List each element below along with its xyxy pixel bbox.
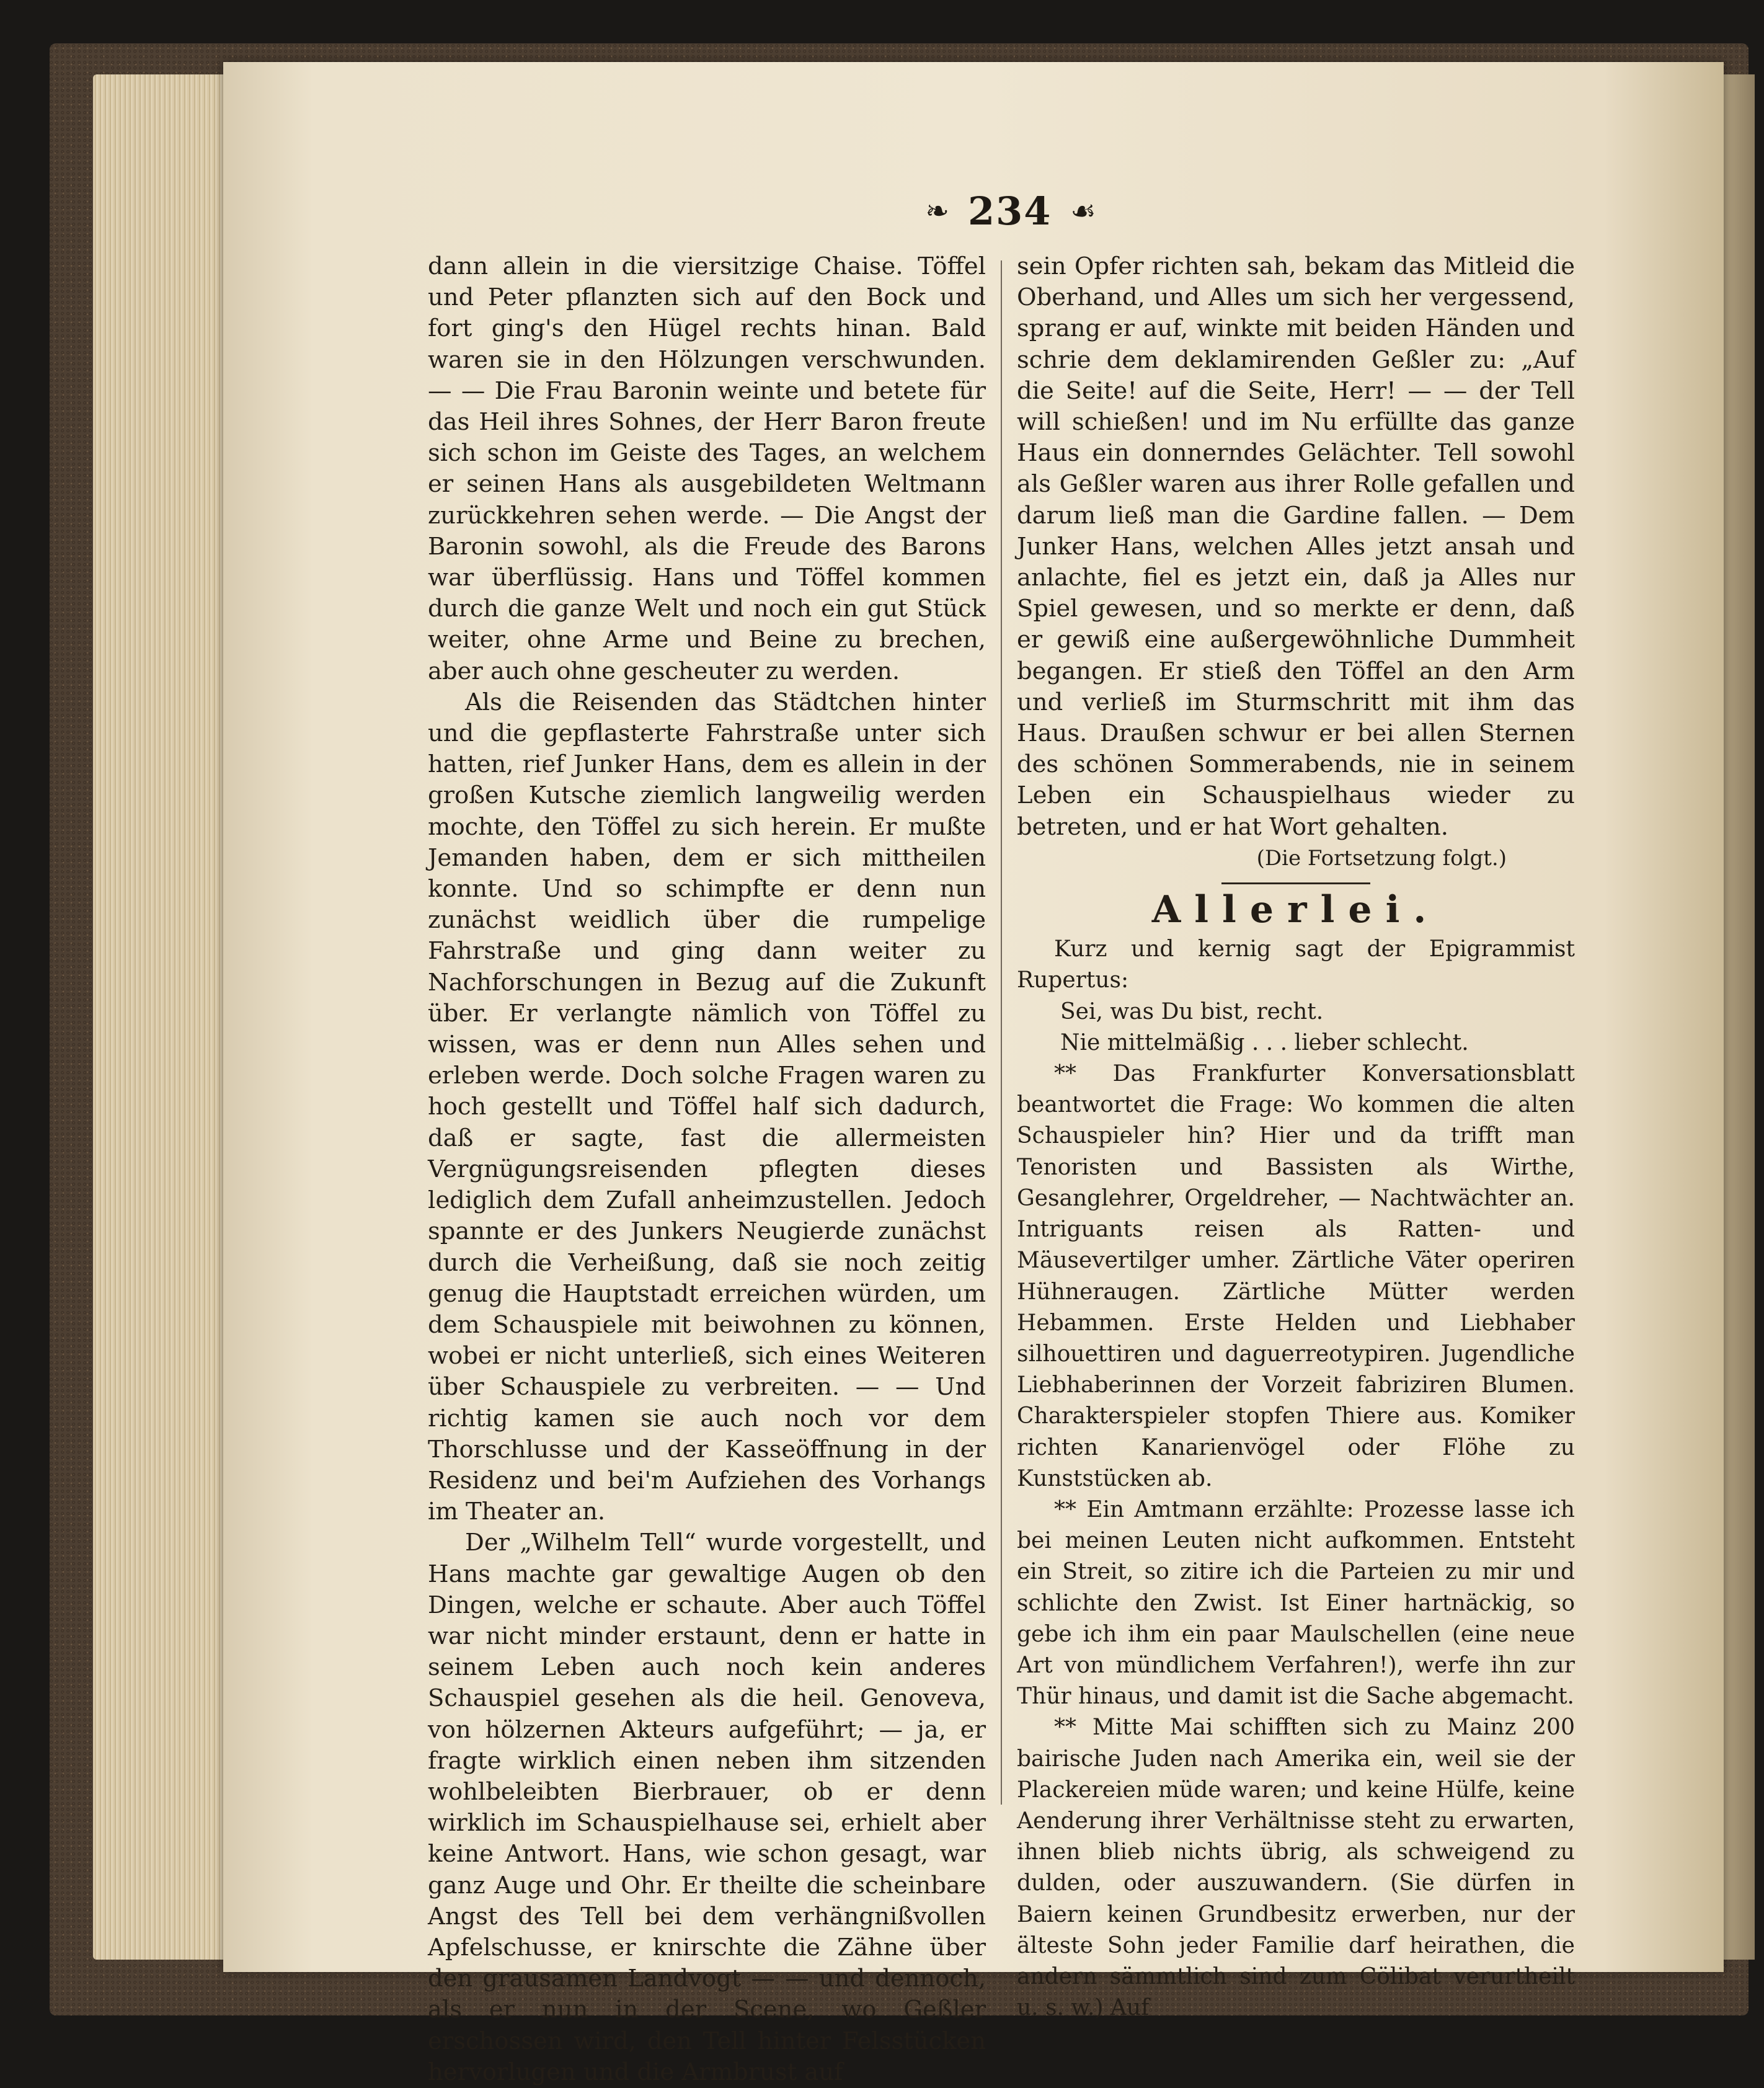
epigram-intro: Kurz und kernig sagt der Epigrammist Rupertus: — [1017, 936, 1575, 993]
column-divider — [1001, 260, 1002, 1805]
epigram-line: Nie mittelmäßig . . . lieber schlecht. — [1060, 1029, 1469, 1055]
right-column — [1017, 251, 1575, 2024]
right-ornament-icon: ☙ — [1070, 194, 1096, 228]
paragraph: Als die Reisenden das Städtchen hinter und die gepflasterte Fahrstraße unter sich hatten, rief Junker Hans, dem es allein in der großen Kutsche ziemlich langweilig werden mochte, den Töffel zu sich herein. Er mußte Jemanden haben, dem er sich mittheilen konnte. Und so schimpfte er denn nun zunächst weidlich über die rumpelige Fahrstraße und ging dann weiter zu Nachforschungen in Bezug auf die Zukunft über. Er verlangte nämlich von Töffel zu wissen, was er denn nun Alles sehen und erleben werde. Doch solche Fragen waren zu hoch gestellt und Töffel half sich dadurch, daß er sagte, fast die allermeisten Vergnügungsreisenden pflegten dieses lediglich dem Zufall anheimzustellen. Jedoch spannte er des Junkers Neugierde zunächst durch die Verheißung, daß sie noch zeitig genug die Hauptstadt erreichen würden, um dem Schauspiele mit beiwohnen zu können, wobei er nicht unterließ, sich eines Weiteren über Schauspiele zu verbreiten. — — Und richtig kamen sie auch noch vor dem Thorschlusse und der Kasseöffnung in der Residenz und bei'm Aufziehen des Vorhangs im Theater an. — [428, 688, 986, 1526]
left-ornament-icon: ❧ — [925, 194, 949, 228]
list-item: ** Das Frankfurter Konversationsblatt beantwortet die Frage: Wo kommen die alten Schauspieler hin? Hier und da trifft man Tenoristen und Bassisten als Wirthe, Gesanglehrer, Orgeldreher, — Nachtwächter an. Intriguants reisen als Ratten- und Mäusevertilger umher. Zärtliche Väter operiren Hühneraugen. Zärtliche Mütter werden Hebammen. Erste Helden und Liebhaber silhouettiren und daguerreotypiren. Jugendliche Liebhaberinnen der Vorzeit fabriziren Blumen. Charakterspieler stopfen Thiere aus. Komiker richten Kanarienvögel oder Flöhe zu Kunststücken ab. — [1017, 1061, 1575, 1491]
page-header — [856, 186, 1166, 236]
list-item: ** Mitte Mai schifften sich zu Mainz 200 bairische Juden nach Amerika ein, weil sie der Plackereien müde waren; und keine Hülfe, keine Aenderung ihrer Verhältnisse steht zu erwarten, ihnen blieb nichts übrig, als schweigend zu dulden, oder auszuwandern. (Sie dürfen in Baiern keinen Grundbesitz erwerben, nur der älteste Sohn jeder Familie darf heirathen, die andern sämmtlich sind zum Cölibat verurtheilt u. s. w.) Auf — [1017, 1715, 1575, 2021]
epigram-line: Sei, was Du bist, recht. — [1060, 998, 1324, 1024]
continuation-note: (Die Fortsetzung folgt.) — [1256, 845, 1507, 871]
list-item: ** Ein Amtmann erzählte: Prozesse lasse ich bei meinen Leuten nicht aufkommen. Entsteht ein Streit, so zitire ich die Parteien zu mir und schlichte den Zwist. Ist Einer hartnäckig, so gebe ich ihm ein paar Maulschellen (eine neue Art von mündlichem Verfahren!), werfe ihn zur Thür hinaus, und damit ist die Sache abgemacht. — [1017, 1496, 1575, 1710]
left-column — [428, 251, 986, 2088]
page-number: 234 — [967, 188, 1052, 234]
paragraph: sein Opfer richten sah, bekam das Mitleid die Oberhand, und Alles um sich her vergessend, sprang er auf, winkte mit beiden Händen und schrie dem deklamirenden Geßler zu: „Auf die Seite! auf die Seite, Herr! — — der Tell will schießen! und im Nu erfüllte das ganze Haus ein donnerndes Gelächter. Tell sowohl als Geßler waren aus ihrer Rolle gefallen und darum ließ man die Gardine fallen. — Dem Junker Hans, welchen Alles jetzt ansah und anlachte, fiel es jetzt ein, daß ja Alles nur Spiel gewesen, und so merkte er denn, daß er gewiß eine außergewöhnliche Dummheit begangen. Er stieß den Töffel an den Arm und verließ im Sturmschritt mit ihm das Haus. Draußen schwur er bei allen Sternen des schönen Sommerabends, nie in seinem Leben ein Schauspielhaus wieder zu betreten, und er hat Wort gehalten. — [1017, 252, 1575, 841]
paragraph: dann allein in die viersitzige Chaise. Töffel und Peter pflanzten sich auf den Bock und fort ging's den Hügel rechts hinan. Bald waren sie in den Hölzungen verschwunden. — — Die Frau Baronin weinte und betete für das Heil ihres Sohnes, der Herr Baron freute sich schon im Geiste des Tages, an welchem er seinen Hans als ausgebildeten Weltmann zurückkehren sehen werde. — Die Angst der Baronin sowohl, als die Freude des Barons war überflüssig. Hans und Töffel kommen durch die ganze Welt und noch ein gut Stück weiter, ohne Arme und Beine zu brechen, aber auch ohne gescheuter zu werden. — [428, 252, 986, 685]
paragraph: Der „Wilhelm Tell“ wurde vorgestellt, und Hans machte gar gewaltige Augen ob den Dingen, welche er schaute. Aber auch Töffel war nicht minder erstaunt, denn er hatte in seinem Leben auch noch kein anderes Schauspiel gesehen als die heil. Genoveva, von hölzernen Akteurs aufgeführt; — ja, er fragte wirklich einen neben ihm sitzenden wohlbeleibten Bierbrauer, ob er denn wirklich im Schauspielhause sei, erhielt aber keine Antwort. Hans, wie schon gesagt, war ganz Auge und Ohr. Er theilte die scheinbare Angst des Tell bei dem verhängnißvollen Apfelschusse, er knirschte die Zähne über den grausamen Landvogt — — und dennoch, als er nun in der Scene, wo Geßler erschossen wird, den Tell hinter Felsstücken hervorlugen und die Armbrust auf — [428, 1529, 986, 2086]
section-divider — [1221, 882, 1370, 884]
section-heading: Allerlei. — [1151, 888, 1440, 932]
